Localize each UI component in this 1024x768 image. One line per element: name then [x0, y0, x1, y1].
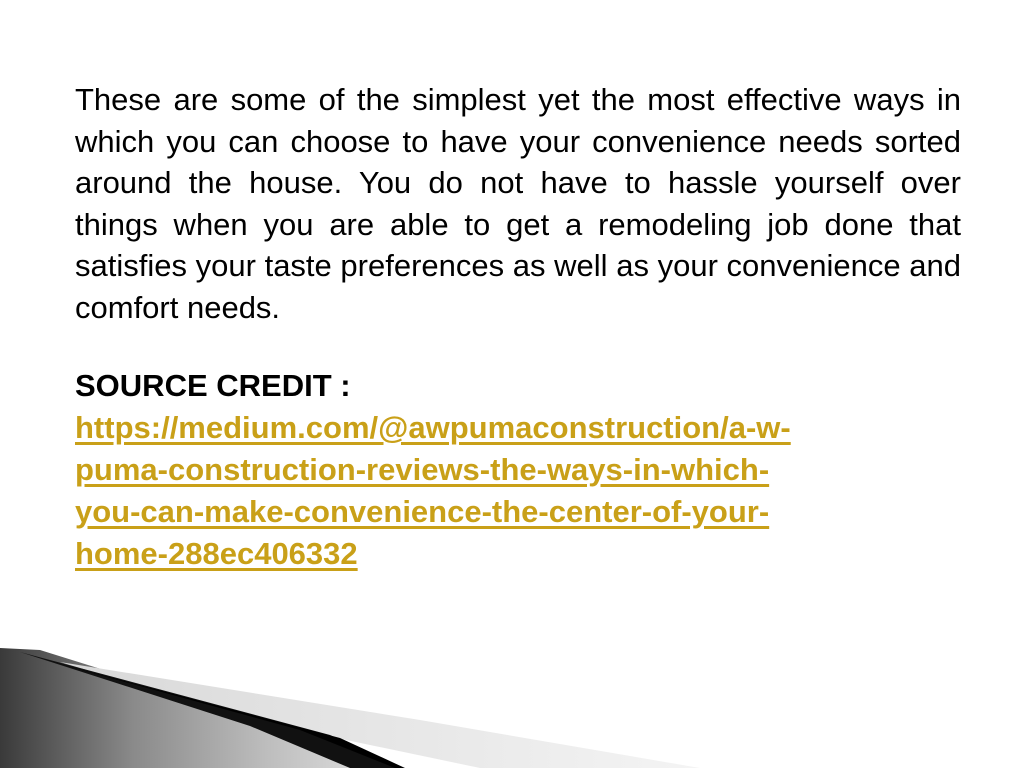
slide-content: [75, 79, 961, 575]
source-link-line[interactable]: puma-construction-reviews-the-ways-in-which-: [75, 451, 770, 487]
source-link-line[interactable]: home-288ec406332: [75, 535, 358, 571]
source-link-line[interactable]: you-can-make-convenience-the-center-of-your-: [75, 493, 770, 529]
source-link[interactable]: [75, 407, 965, 575]
source-credit-label: SOURCE CREDIT :: [75, 368, 351, 403]
source-link-line[interactable]: https://medium.com/@awpumaconstruction/a-w-: [75, 409, 791, 445]
body-paragraph: These are some of the simplest yet the most effective ways in which you can choose to have your convenience needs sorted around the house. You do not have to hassle yourself over things when you are able to get a remodeling job done that satisfies your taste preferences as well as your convenience and comfort needs.: [75, 82, 961, 325]
